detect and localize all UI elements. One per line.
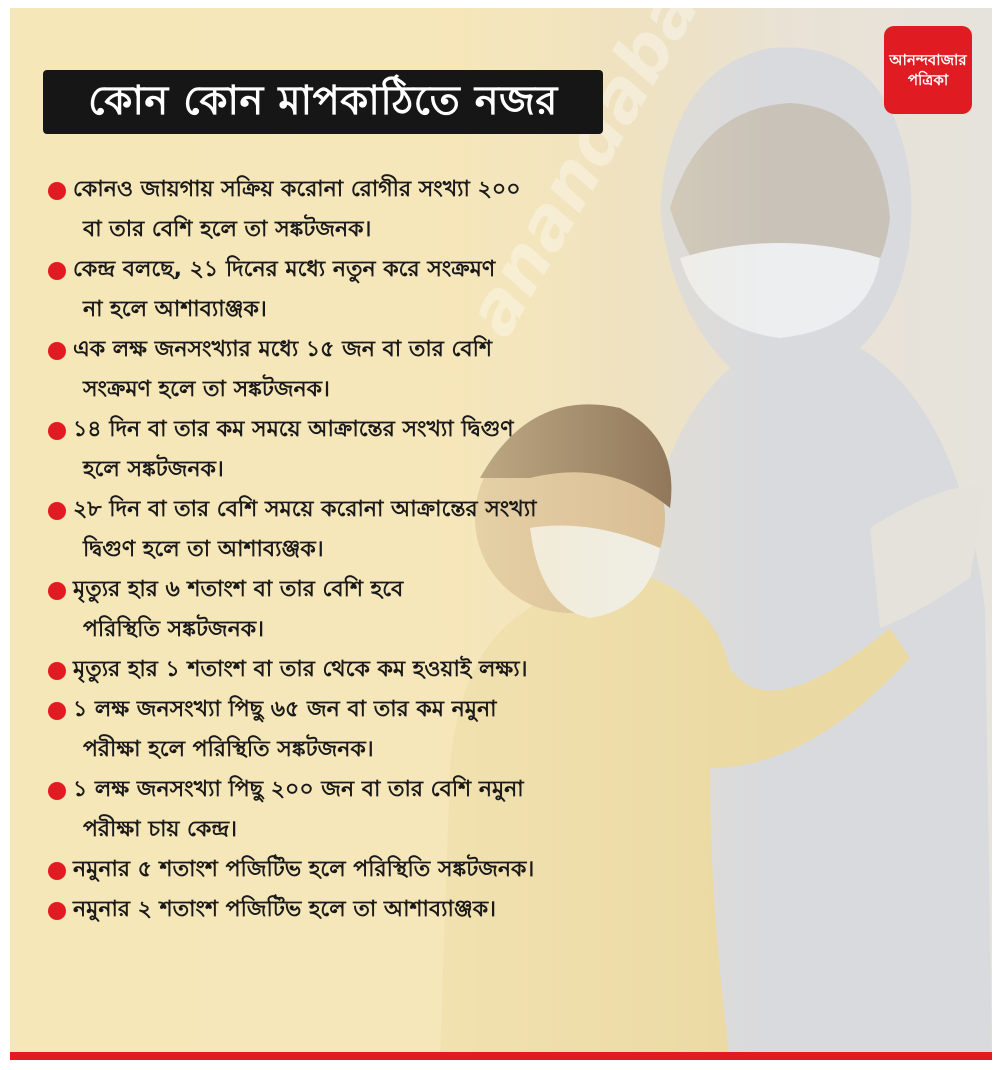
logo-line-2: পত্রিকা bbox=[907, 71, 949, 89]
item-text-line-1: নমুনার ২ শতাংশ পজিটিভ হলে তা আশাব্যাঞ্জক। bbox=[73, 897, 496, 922]
item-text-line-1: ১ লক্ষ জনসংখ্যা পিছু ৬৫ জন বা তার কম নমুনা bbox=[73, 697, 497, 722]
red-dot-icon bbox=[48, 342, 66, 360]
red-dot-icon bbox=[48, 702, 66, 720]
item-text-line-2: পরীক্ষা চায় কেন্দ্র। bbox=[83, 817, 238, 842]
item-text-line-2: সংক্রমণ হলে তা সঙ্কটজনক। bbox=[83, 377, 330, 402]
item-text-line-1: ২৮ দিন বা তার বেশি সময়ে করোনা আক্রান্তের সংখ্যা bbox=[73, 497, 537, 522]
item-text-line-1: ১ লক্ষ জনসংখ্যা পিছু ২০০ জন বা তার বেশি নমুনা bbox=[73, 777, 524, 802]
list-item bbox=[48, 250, 688, 330]
logo-line-1: আনন্দবাজার bbox=[889, 51, 967, 69]
item-text-line-2: পরীক্ষা হলে পরিস্থিতি সঙ্কটজনক। bbox=[83, 737, 374, 762]
infographic-card bbox=[10, 8, 992, 1060]
red-dot-icon bbox=[48, 862, 66, 880]
item-text-line-2: হলে সঙ্কটজনক। bbox=[83, 457, 224, 482]
item-text-line-1: কোনও জায়গায় সক্রিয় করোনা রোগীর সংখ্যা ২০০ bbox=[73, 177, 521, 202]
red-dot-icon bbox=[48, 782, 66, 800]
item-text-line-1: এক লক্ষ জনসংখ্যার মধ্যে ১৫ জন বা তার বেশি bbox=[73, 337, 492, 362]
item-text-line-1: ১৪ দিন বা তার কম সময়ে আক্রান্তের সংখ্যা দ্বিগুণ bbox=[73, 417, 514, 442]
red-dot-icon bbox=[48, 662, 66, 680]
bottom-accent-bar bbox=[10, 1052, 992, 1060]
list-item bbox=[48, 570, 688, 650]
list-item bbox=[48, 690, 688, 770]
page-title: কোন কোন মাপকাঠিতে নজর bbox=[88, 77, 558, 124]
item-text-line-2: না হলে আশাব্যাঞ্জক। bbox=[83, 297, 267, 322]
red-dot-icon bbox=[48, 502, 66, 520]
item-text-line-1: মৃত্যুর হার ১ শতাংশ বা তার থেকে কম হওয়াই লক্ষ্য। bbox=[73, 657, 528, 682]
criteria-list bbox=[48, 170, 688, 930]
list-item bbox=[48, 410, 688, 490]
list-item bbox=[48, 850, 688, 890]
item-text-line-2: পরিস্থিতি সঙ্কটজনক। bbox=[83, 617, 264, 642]
item-text-line-1: নমুনার ৫ শতাংশ পজিটিভ হলে পরিস্থিতি সঙ্কটজনক। bbox=[73, 857, 535, 882]
red-dot-icon bbox=[48, 262, 66, 280]
red-dot-icon bbox=[48, 182, 66, 200]
list-item bbox=[48, 650, 688, 690]
red-dot-icon bbox=[48, 582, 66, 600]
item-text-line-1: কেন্দ্র বলছে, ২১ দিনের মধ্যে নতুন করে সংক্রমণ bbox=[73, 257, 496, 282]
title-banner bbox=[43, 70, 603, 134]
list-item bbox=[48, 770, 688, 850]
list-item bbox=[48, 170, 688, 250]
list-item bbox=[48, 890, 688, 930]
item-text-line-1: মৃত্যুর হার ৬ শতাংশ বা তার বেশি হবে bbox=[73, 577, 404, 602]
item-text-line-2: দ্বিগুণ হলে তা আশাব্যঞ্জক। bbox=[83, 537, 324, 562]
list-item bbox=[48, 330, 688, 410]
anandabazar-logo bbox=[884, 26, 972, 114]
red-dot-icon bbox=[48, 422, 66, 440]
item-text-line-2: বা তার বেশি হলে তা সঙ্কটজনক। bbox=[83, 217, 372, 242]
list-item bbox=[48, 490, 688, 570]
red-dot-icon bbox=[48, 902, 66, 920]
